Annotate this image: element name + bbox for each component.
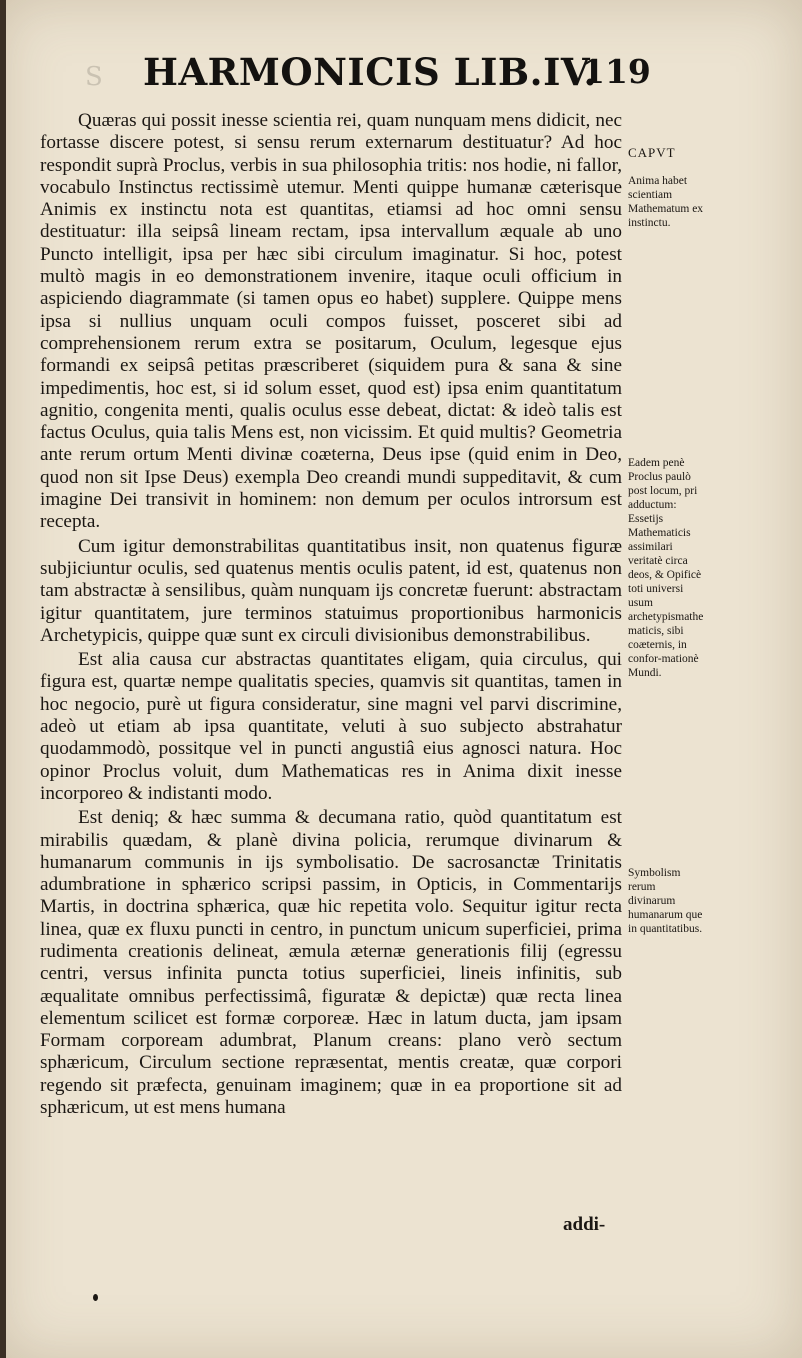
catchword: addi- xyxy=(563,1214,606,1235)
bleed-through-text: S xyxy=(85,62,105,92)
margin-note xyxy=(628,852,704,936)
margin-note-text: Anima habet scientiam Mathematum ex instinctu. xyxy=(628,175,704,229)
paragraph: Quæras qui possit inesse scientia rei, quam nunquam mens didicit, nec fortasse discere potest, si sensu rerum externarum destituatur? Ad hoc respondit suprà Proclus, verbis in sua philosophia tritis: nos hodie, ni fallor, vocabulo Instinctus rectissimè utemur. Menti quippe humanæ cæterisque Animis ex instinctu nota est quantitas, etiamsi ad hoc omni sensu destituatur: illa seipsâ lineam rectam, ipsa intervallum æquale ab uno Puncto intelligit, ipsa per hæc sibi circulum imaginatur. Si hoc, potest multò magis in eo demonstrationem invenire, itaque oculi officium in aspiciendo diagrammate (si tamen opus eo habet) supplere. Quippe mens ipsa si nullius unquam oculi compos fuisset, posceret sibi ad comprehensionem rerum extra se positarum, Oculum, legesque ejus formandi ex seipsâ petitas præscriberet (siquidem pura & sana & sine impedimentis, hoc est, si id solum esset, quod est) ipsa enim quantitatum agnitio, congenita menti, qualis oculus esse debeat, dictat: & ideò talis est factus Oculus, quia talis Mens est, non vicissim. Et quid multis? Geometria ante rerum ortum Menti divinæ coæterna, Deus ipse (quid enim in Deo, quod non sit Ipse Deus) exempla Deo creandi mundi suppeditavit, & cum imagine Dei transivit in hominem: non demum per oculos introrsum est recepta. xyxy=(40,110,622,533)
margin-note-heading: CAPVT xyxy=(628,145,676,160)
running-header xyxy=(0,50,802,100)
page-title: HARMONICIS LIB.IV. xyxy=(143,50,597,94)
margin-note-text: Eadem penè Proclus paulò post locum, pri adductum: Essetijs Mathematicis assimilari veritatè circa deos, & Opificè toti universi usum archetypismathe maticis, sibi coæternis, in confor-mationè Mundi. xyxy=(628,457,704,679)
page-number: 119 xyxy=(582,52,651,91)
main-text-block xyxy=(40,110,622,1119)
margin-note xyxy=(628,442,704,680)
margin-note-text: Symbolism rerum divinarum humanarum que in quantitatibus. xyxy=(628,867,703,935)
margin-note xyxy=(628,132,704,230)
paragraph: Cum igitur demonstrabilitas quantitatibus insit, non quatenus figuræ subjiciuntur oculis, sed quatenus mentis oculis patent, id est, quatenus non tam abstractæ à sensilibus, quàm nunquam ijs concretæ fuerunt: abstractam igitur quantitatem, jure terminos statuimus proportionibus harmonicis Archetypicis, quippe quæ sunt ex circuli divisionibus demonstrabilibus. xyxy=(40,535,622,646)
paragraph: Est deniq; & hæc summa & decumana ratio, quòd quantitatum est mirabilis quædam, & planè divina policia, rerumque divinarum & humanarum communis in ijs symbolisatio. De sacrosanctæ Trinitatis adumbratione in sphærico scripsi passim, in Opticis, in Commentarijs Martis, in doctrina sphærica, quæ hic repetita volo. Sequitur igitur recta linea, quæ ex fluxu puncti in centro, in punctum unicum superficiei, prima rudimenta creationis delineat, æmula æternæ generationis filij (egressu centri, versus infinita puncta totius superficiei, lineis infinitis, sub æqualitate omnibus perfectissimâ, figuratæ & depictæ) quæ recta linea elementum scilicet est formæ corporeæ. Hæc in latum ducta, jam ipsam Formam corpoream adumbrat, Planum creans: plano verò sectum sphæricum, Circulum sectione repræsentat, mentis creatæ, quæ corpori regendo sit præfecta, genuinam imaginem; quæ in ea proportione sit ad sphæricum, ut est mens humana xyxy=(40,807,622,1119)
ink-dot xyxy=(93,1294,98,1301)
paragraph: Est alia causa cur abstractas quantitates eligam, quia circulus, qui figura est, quartæ nempe qualitatis species, quamvis sit quantitas, tamen in hoc negocio, purè ut figura consideratur, sine magni vel parvi discrimine, adeò ut etiam ab ipsa quantitate, veluti à suo subjecto abstrahatur quodammodò, possitque vel in puncti angustiâ eius agnosci natura. Hoc opinor Proclus voluit, dum Mathematicas res in Anima dixit inesse incorporeo & indistanti modo. xyxy=(40,649,622,804)
